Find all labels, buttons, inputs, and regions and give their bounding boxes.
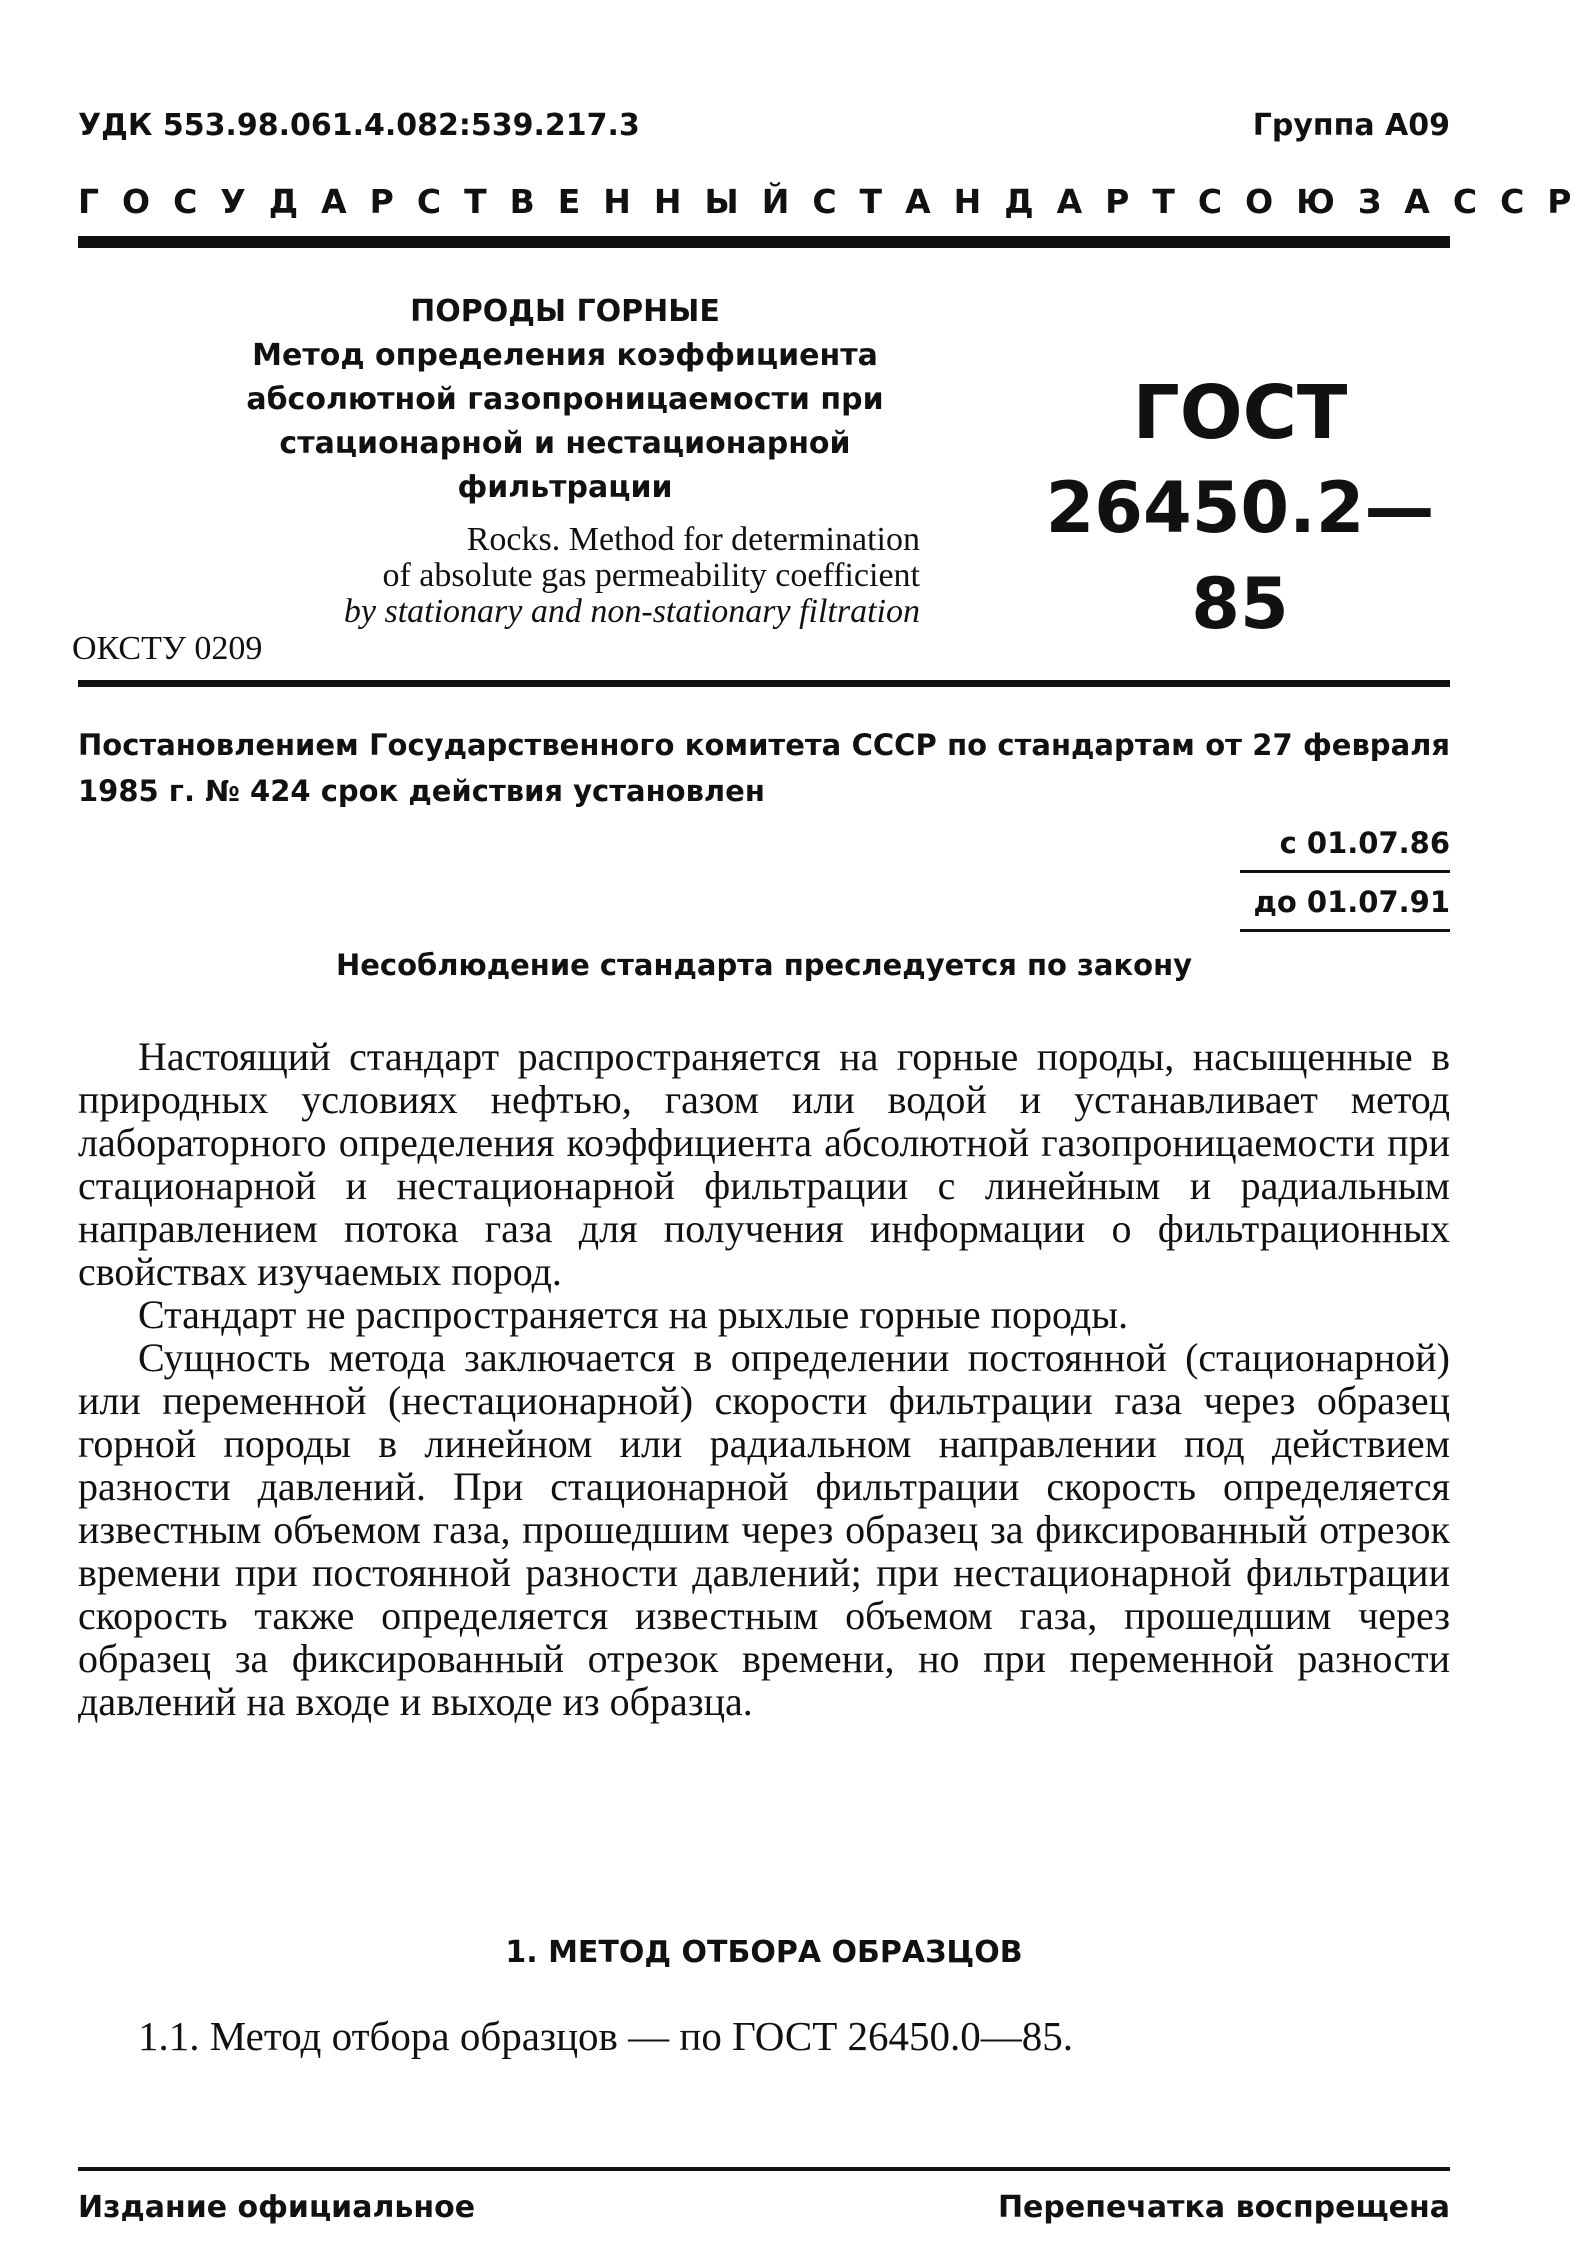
title-line: ПОРОДЫ ГОРНЫЕ — [410, 294, 720, 329]
banner-word: СОЮЗА — [1197, 182, 1453, 221]
legal-warning: Несоблюдение стандарта преследуется по закону — [335, 948, 1193, 982]
title-line: стационарной и нестационарной фильтрации — [279, 426, 851, 505]
middle-rule — [78, 680, 1450, 687]
english-line: by stationary and non-stationary filtration — [343, 593, 920, 630]
footer-reprint: Перепечатка воспрещена — [997, 2190, 1450, 2225]
paragraph: Сущность метода заключается в определении постоянной (стационарной) или переменной (нестационарной) скорости фильтрации газа через образец горной породы в линейном или радиальном направлении под действием разности давлений. При стационарной фильтрации скорость определяется известным объемом газа, прошедшим через образец за фиксированный отрезок времени при постоянной разности давлений; при нестационарной фильтрации скорость также определяется известным объемом газа, прошедшим через образец за фиксированный отрезок времени, но при переменной разности давлений на входе и выходе из образца. — [78, 1335, 1450, 1724]
validity-dates — [1240, 820, 1450, 932]
title-line: абсолютной газопроницаемости при — [246, 382, 884, 417]
decree-text: Постановлением Государственного комитета СССР по стандартам от 27 февраля 1985 г. № 424 срок действия установлен — [78, 728, 1450, 808]
date-from: с 01.07.86 — [1240, 820, 1450, 873]
state-standard-banner — [78, 182, 1594, 221]
banner-word: ССР — [1452, 182, 1594, 221]
group-code: Группа А09 — [1252, 108, 1450, 143]
clause-1-1: 1.1. Метод отбора образцов — по ГОСТ 26450.0—85. — [138, 2013, 1074, 2059]
footer-official: Издание официальное — [78, 2190, 476, 2225]
body-text — [78, 1035, 1450, 1723]
gost-label: ГОСТ — [1132, 370, 1348, 456]
english-title — [160, 522, 920, 630]
date-to: до 01.07.91 — [1240, 879, 1450, 932]
title-line: Метод определения коэффициента — [252, 338, 878, 373]
paragraph: Стандарт не распространяется на рыхлые горные породы. — [138, 1292, 1129, 1337]
banner-word: СТАНДАРТ — [812, 182, 1198, 221]
english-line: Rocks. Method for determination — [466, 521, 920, 558]
standard-title — [170, 290, 960, 510]
section-heading: 1. МЕТОД ОТБОРА ОБРАЗЦОВ — [505, 1935, 1023, 1970]
banner-word: ГОСУДАРСТВЕННЫЙ — [78, 182, 813, 221]
english-line: of absolute gas permeability coefficient — [382, 557, 920, 594]
okstu-code: ОКСТУ 0209 — [72, 630, 263, 667]
top-rule — [78, 236, 1450, 248]
bottom-rule — [78, 2167, 1450, 2171]
paragraph: Настоящий стандарт распространяется на горные породы, насыщенные в природных условиях нефтью, газом или водой и устанавливает метод лабораторного определения коэффициента абсолютной газопроницаемости при стационарной и нестационарной фильтрации с линейным и радиальным направлением потока газа для получения информации о фильтрационных свойствах изучаемых пород. — [78, 1034, 1450, 1294]
gost-number: 26450.2—85 — [1045, 467, 1435, 645]
udk-code: УДК 553.98.061.4.082:539.217.3 — [78, 108, 640, 143]
